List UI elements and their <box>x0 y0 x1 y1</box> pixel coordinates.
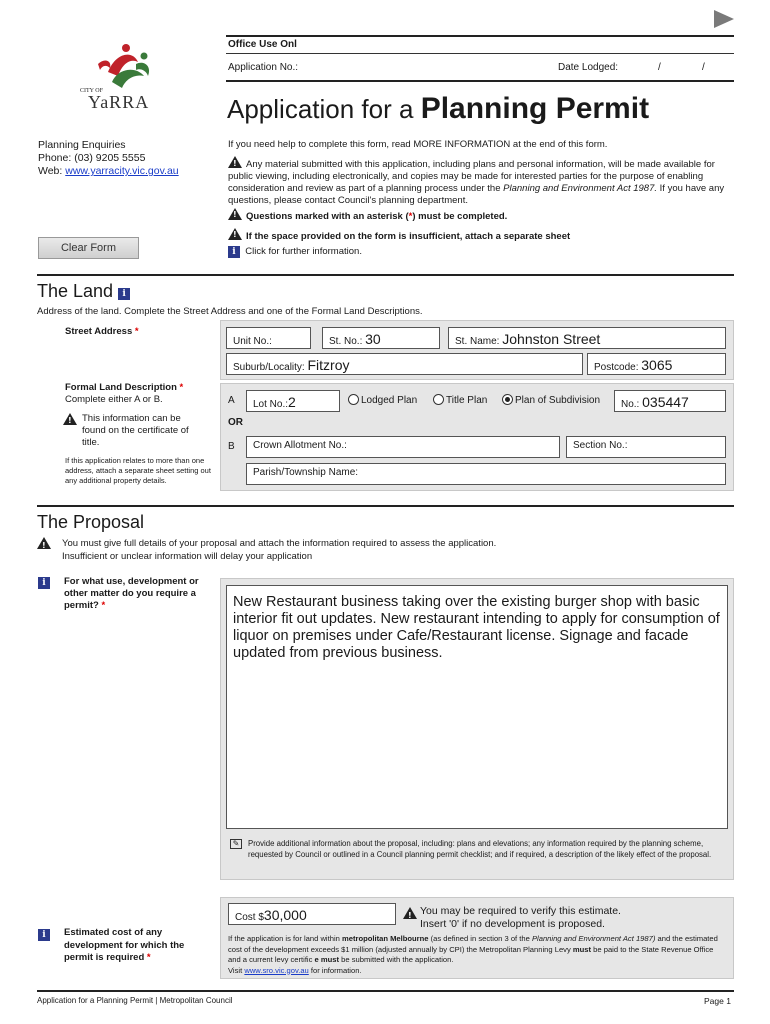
radio-icon[interactable] <box>433 394 444 405</box>
option-a-label: A <box>228 395 235 406</box>
verify-note <box>403 905 621 931</box>
levy-text: (as defined in section 3 of the <box>430 934 530 943</box>
proposal-section-title: The Proposal <box>37 512 145 532</box>
levy-bold: e must <box>314 955 340 964</box>
lodged-plan-label: Lodged Plan <box>361 395 418 406</box>
title-plan-label: Title Plan <box>446 395 488 406</box>
land-info-icon[interactable]: i <box>118 288 130 300</box>
formal-land-text: Formal Land Description <box>65 382 177 393</box>
warning-material-text: Any material submitted with this application, including plans and personal information, will be made available for public viewing, including electronically, and copies may be made for interested parties for the purpose of enabling consideration and review as part of a planning process under the <box>228 159 715 194</box>
additional-info-note <box>230 839 726 860</box>
office-top-rule <box>226 35 734 37</box>
logo-yarra-text: YaRRA <box>88 92 150 112</box>
planning-enquiries-label: Planning Enquiries <box>38 139 126 151</box>
lot-no-label: Lot No.: <box>253 399 289 410</box>
footer-left: Application for a Planning Permit | Metropolitan Council <box>37 996 233 1005</box>
street-name-value: Johnston Street <box>502 331 601 347</box>
verify-line1: You may be required to verify this estimate. <box>420 905 621 917</box>
suburb-value: Fitzroy <box>307 357 350 373</box>
proposal-textarea[interactable]: New Restaurant business taking over the existing burger shop with basic interior fit out updates. New restaurant intending to apply for consumption of liquor on premises under Cafe/Restaurant license. Signage and facade updated from previous business. <box>226 585 728 829</box>
lot-no-field[interactable] <box>246 390 340 412</box>
asterisk: * <box>134 326 139 337</box>
office-use-title: Office Use Onl <box>228 39 297 50</box>
warning-space-text: If the space provided on the form is insufficient, attach a separate sheet <box>246 231 571 242</box>
street-address-text: Street Address <box>65 326 133 337</box>
cost-question-text: Estimated cost of any development for which the permit is required <box>64 927 185 963</box>
page-title-bold: Planning Permit <box>420 92 650 125</box>
street-address-label <box>65 326 139 337</box>
lodged-plan-radio[interactable] <box>348 394 417 406</box>
title-plan-radio[interactable] <box>433 394 487 406</box>
levy-note <box>228 934 728 976</box>
plan-of-subdivision-label: Plan of Subdivision <box>515 395 601 406</box>
section-no-field[interactable] <box>566 436 726 458</box>
date-slash: / <box>702 62 705 73</box>
phone-text: Phone: (03) 9205 5555 <box>38 152 146 164</box>
street-no-field[interactable] <box>322 327 440 349</box>
visit-end-text: for information. <box>310 965 362 975</box>
unit-no-field[interactable] <box>226 327 311 349</box>
cost-field[interactable] <box>228 903 396 925</box>
warning-space <box>228 228 570 242</box>
plan-no-value: 035447 <box>642 394 689 410</box>
sro-link[interactable]: www.sro.vic.gov.au <box>244 965 309 975</box>
asterisk-note-post: ) must be completed. <box>412 211 508 222</box>
warning-icon <box>37 537 51 549</box>
street-no-value: 30 <box>365 331 381 347</box>
warning-icon <box>403 907 417 919</box>
parish-label: Parish/Township Name: <box>253 467 359 478</box>
proposal-rule <box>37 505 734 507</box>
date-lodged-label: Date Lodged: <box>558 62 619 73</box>
proposal-info-icon[interactable]: i <box>38 577 50 589</box>
clear-form-button[interactable]: Clear Form <box>38 237 139 259</box>
street-name-label: St. Name: <box>455 336 500 347</box>
cost-value: 30,000 <box>263 907 307 923</box>
radio-selected-icon[interactable] <box>502 394 513 405</box>
or-label: OR <box>228 417 243 428</box>
street-no-label: St. No.: <box>329 336 363 347</box>
footer-page-number: Page 1 <box>704 996 731 1006</box>
office-rule <box>226 53 734 54</box>
certificate-note <box>65 413 205 449</box>
suburb-field[interactable] <box>226 353 583 375</box>
verify-line2: Insert '0' if no development is proposed. <box>420 918 605 930</box>
warning-icon <box>228 156 242 168</box>
street-name-field[interactable] <box>448 327 726 349</box>
plan-no-field[interactable] <box>614 390 726 412</box>
suburb-label: Suburb/Locality: <box>233 362 305 373</box>
levy-text: and the estimated cost of the development exceeds $1 million (adjusted annually by CPI) the Metropolitan Planning Levy <box>228 934 718 954</box>
levy-bold: must <box>572 944 592 954</box>
complete-either-text: Complete either A or B. <box>65 394 163 405</box>
proposal-question-text: For what use, development or other matter do you require a permit? <box>64 576 199 611</box>
help-text: If you need help to complete this form, read MORE INFORMATION at the end of this form. <box>228 139 608 150</box>
info-line[interactable] <box>228 246 362 258</box>
unit-no-label: Unit No.: <box>233 336 272 347</box>
multi-address-note: If this application relates to more than one address, attach a separate sheet setting out any additional property details. <box>65 456 211 485</box>
option-b-label: B <box>228 441 235 452</box>
plan-of-subdivision-radio[interactable] <box>502 394 600 406</box>
additional-info-text: Provide additional information about the proposal, including: plans and elevations; any information required by the planning scheme, requested by Council or outlined in a Council planning permit checklist; and if required, a description of the likely effect of the proposal. <box>248 839 712 859</box>
website-link[interactable]: www.yarracity.vic.gov.au <box>65 165 179 177</box>
warning-icon <box>228 228 242 240</box>
cost-info-icon[interactable]: i <box>38 929 50 941</box>
land-description: Address of the land. Complete the Street Address and one of the Formal Land Descriptions. <box>37 306 423 317</box>
pencil-icon: ✎ <box>230 839 242 849</box>
visit-text: Visit <box>228 965 243 975</box>
act-name: Planning and Environment Act 1987. <box>503 183 658 194</box>
crown-allotment-label: Crown Allotment No.: <box>253 440 347 451</box>
proposal-warning <box>37 537 496 563</box>
asterisk: * <box>179 382 184 393</box>
application-no-label: Application No.: <box>228 62 299 73</box>
warning-asterisk <box>228 208 507 222</box>
levy-text: If the application is for land within <box>228 934 340 943</box>
city-of-yarra-logo <box>78 42 168 117</box>
levy-italic: Planning and Environment Act 1987) <box>531 934 656 943</box>
section-no-label: Section No.: <box>573 440 628 451</box>
land-rule <box>37 274 734 276</box>
footer-rule <box>37 990 734 992</box>
asterisk-note-pre: Questions marked with an asterisk ( <box>246 211 409 222</box>
cost-label: Cost $ <box>235 912 264 923</box>
page-title-light: Application for a <box>227 94 414 124</box>
proposal-question <box>64 576 209 612</box>
office-bottom-rule <box>226 80 734 82</box>
land-title-text: The Land <box>37 281 114 301</box>
warning-material <box>228 156 728 207</box>
parish-field[interactable] <box>246 463 726 485</box>
next-page-arrow-icon[interactable] <box>714 10 734 28</box>
land-section-title <box>37 281 130 302</box>
plan-no-label: No.: <box>621 399 640 410</box>
levy-text: be submitted with the application. <box>341 955 454 964</box>
info-icon[interactable]: i <box>228 246 240 258</box>
yarra-figures-icon <box>78 42 168 92</box>
contact-block <box>38 139 179 178</box>
crown-allotment-field[interactable] <box>246 436 560 458</box>
logo-city-text: CITY OF <box>80 88 103 94</box>
levy-bold: metropolitan Melbourne <box>342 934 429 943</box>
page-title <box>227 92 649 126</box>
lot-no-value: 2 <box>288 394 296 410</box>
postcode-label: Postcode: <box>594 362 639 373</box>
warning-material-end: If you have any questions, please contact Council's planning department. <box>228 183 725 206</box>
date-slash: / <box>658 62 661 73</box>
asterisk: * <box>146 952 151 963</box>
web-label: Web: <box>38 165 63 177</box>
warning-icon <box>228 208 242 220</box>
info-line-text: Click for further information. <box>245 246 362 257</box>
postcode-field[interactable] <box>587 353 726 375</box>
radio-icon[interactable] <box>348 394 359 405</box>
cost-question <box>64 927 212 965</box>
proposal-warning-line1: You must give full details of your proposal and attach the information required to assess the application. <box>62 538 497 549</box>
asterisk: * <box>408 211 413 222</box>
formal-land-label <box>65 382 183 406</box>
postcode-value: 3065 <box>641 357 673 373</box>
warning-icon <box>63 413 77 425</box>
asterisk: * <box>101 600 106 611</box>
proposal-warning-line2: Insufficient or unclear information will delay your application <box>62 551 313 562</box>
levy-text: be paid to the State Revenue Office and a current levy certific <box>228 944 714 964</box>
certificate-note-text: This information can be found on the certificate of title. <box>82 413 189 448</box>
